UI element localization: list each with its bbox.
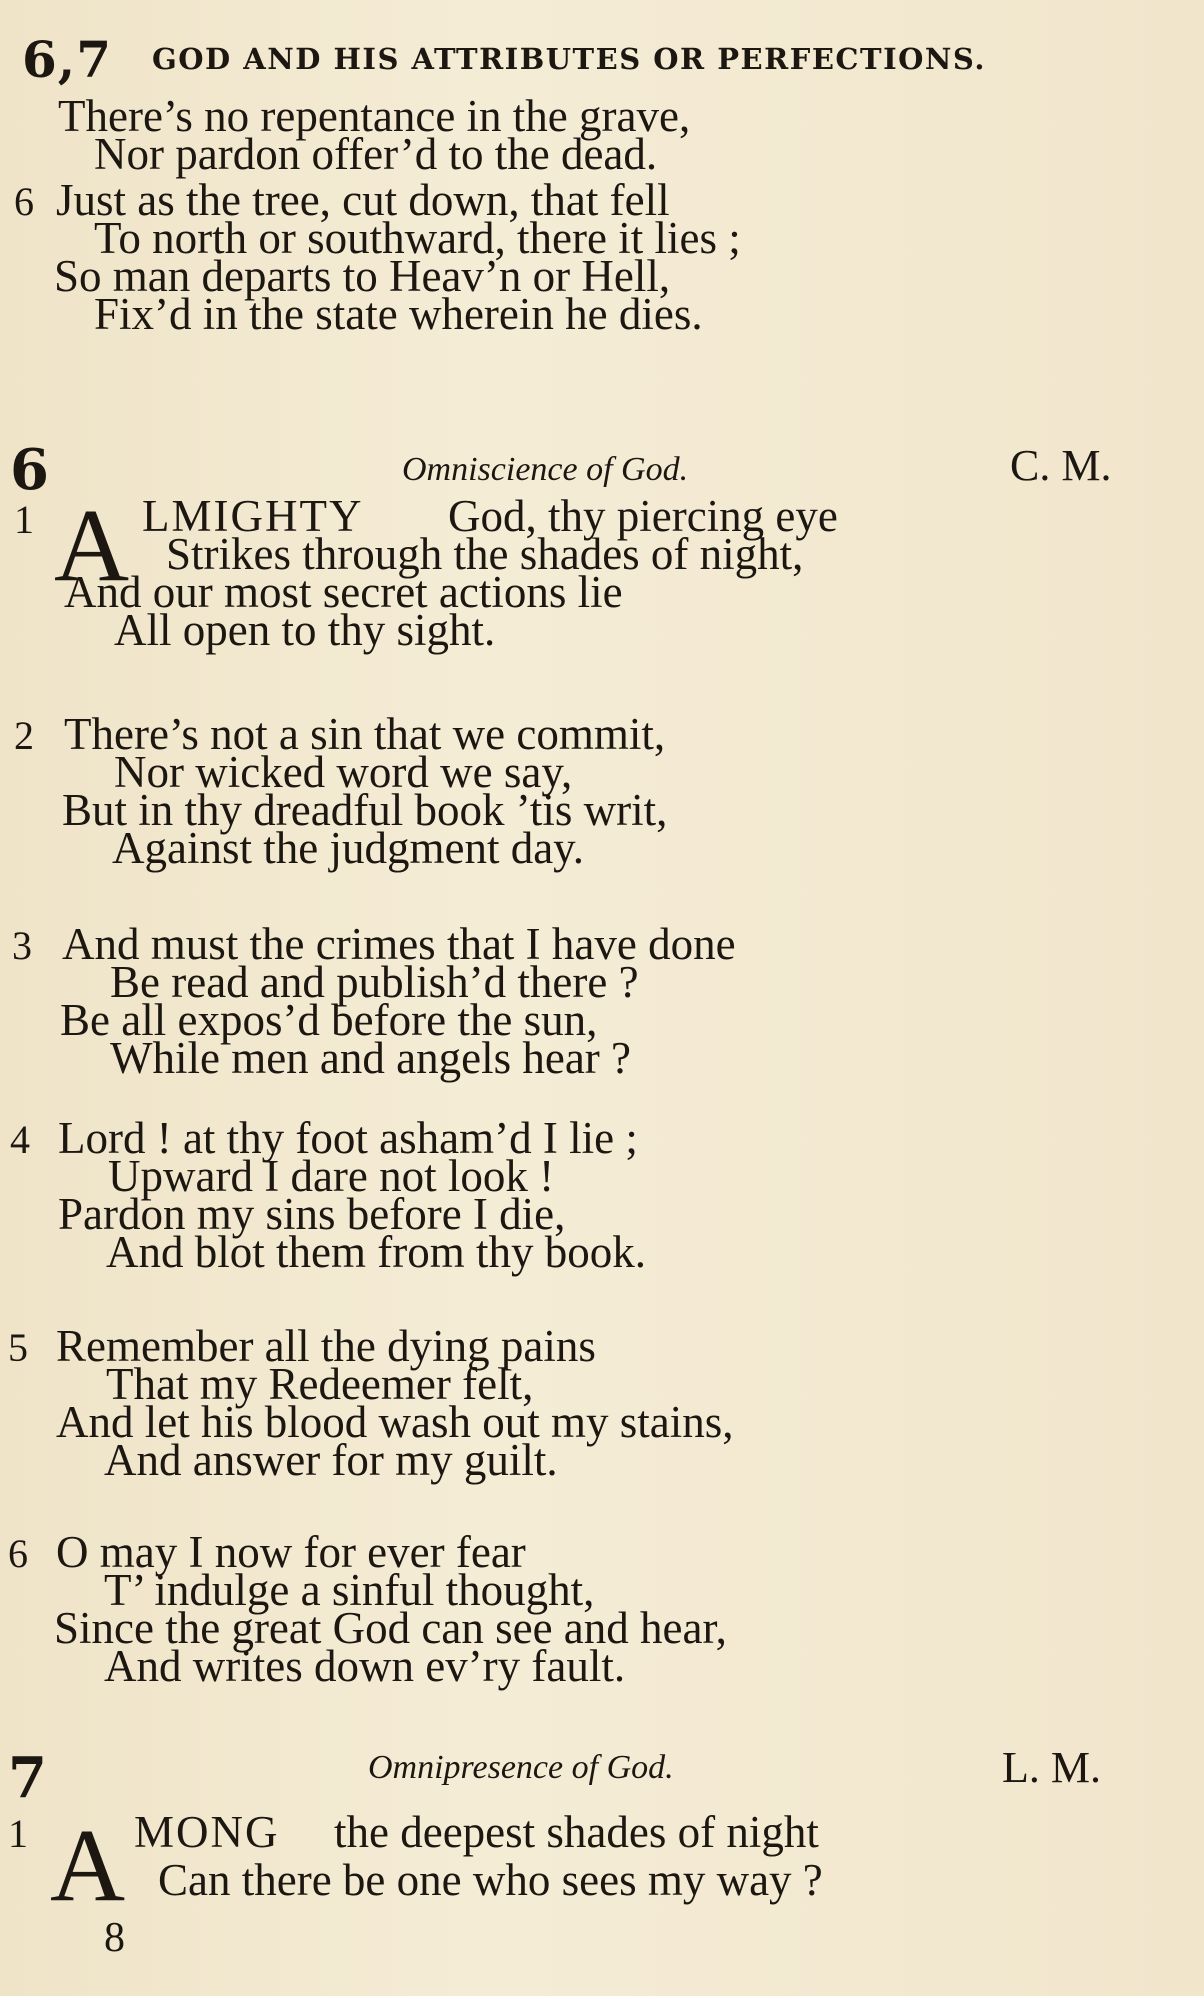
verse-line: There’s no repentance in the grave, (58, 91, 691, 141)
stanza-number: 6 (8, 1531, 28, 1576)
verse-line: O may I now for ever fear (56, 1527, 526, 1577)
verse-line: And our most secret actions lie (64, 567, 623, 617)
opening-capitals: LMIGHTY (142, 491, 364, 541)
verse-line: Against the judgment day. (112, 823, 584, 873)
verse-line: Since the great God can see and hear, (54, 1603, 727, 1653)
drop-cap: A (50, 1808, 126, 1923)
hymn-number: 7 (8, 1745, 47, 1811)
drop-cap: A (54, 488, 130, 603)
hymn-meter: L. M. (1002, 1743, 1101, 1792)
hymn-number: 6 (10, 437, 49, 503)
verse-line: And must the crimes that I have done (62, 919, 736, 969)
verse-line: Nor pardon offer’d to the dead. (94, 129, 658, 179)
running-header (22, 30, 1182, 89)
verse-line: T’ indulge a sinful thought, (104, 1565, 595, 1615)
verse-line: But in thy dreadful book ’tis writ, (62, 785, 668, 835)
opening-capitals: MONG (134, 1807, 280, 1857)
verse-line: So man departs to Heav’n or Hell, (54, 251, 671, 301)
verse-line: All open to thy sight. (114, 605, 496, 655)
verse-line: And blot them from thy book. (106, 1227, 646, 1277)
verse-line: Nor wicked word we say, (114, 747, 573, 797)
verse-line: Pardon my sins before I die, (58, 1189, 566, 1239)
verse-line: Can there be one who sees my way ? (158, 1855, 823, 1905)
stanza-number: 5 (8, 1325, 28, 1370)
verse-line: the deepest shades of night (334, 1807, 819, 1857)
hymn-title: Omnipresence of God. (368, 1749, 674, 1786)
verse-line: God, thy piercing eye (448, 491, 838, 541)
verse-line: While men and angels hear ? (110, 1033, 632, 1083)
stanza-number: 3 (12, 923, 32, 968)
stanza-number: 4 (10, 1117, 30, 1162)
header-running-title: GOD AND HIS ATTRIBUTES OR PERFECTIONS. (152, 42, 986, 76)
verse-line: Be all expos’d before the sun, (60, 995, 598, 1045)
verse-line: That my Redeemer felt, (106, 1359, 534, 1409)
stanza-number: 2 (14, 713, 34, 758)
hymn-meter: C. M. (1010, 441, 1112, 490)
stanza-number: 1 (8, 1811, 28, 1856)
verse-line: Strikes through the shades of night, (166, 529, 804, 579)
verse-line: Be read and publish’d there ? (110, 957, 639, 1007)
signature-mark: 8 (104, 1915, 125, 1961)
verse-line: Lord ! at thy foot asham’d I lie ; (58, 1113, 638, 1163)
verse-line: Just as the tree, cut down, that fell (56, 175, 670, 225)
hymn-title: Omniscience of God. (402, 451, 689, 488)
verse-line: To north or southward, there it lies ; (94, 213, 741, 263)
verse-line: And let his blood wash out my stains, (56, 1397, 734, 1447)
stanza-number: 6 (14, 179, 34, 224)
verse-line: Upward I dare not look ! (108, 1151, 555, 1201)
verse-line: Remember all the dying pains (56, 1321, 596, 1371)
header-page-range: 6,7 (22, 30, 112, 89)
verse-line: And writes down ev’ry fault. (104, 1641, 626, 1691)
verse-line: There’s not a sin that we commit, (64, 709, 666, 759)
stanza-number: 1 (14, 497, 34, 542)
verse-line: Fix’d in the state wherein he dies. (94, 289, 703, 339)
verse-line: And answer for my guilt. (104, 1435, 558, 1485)
